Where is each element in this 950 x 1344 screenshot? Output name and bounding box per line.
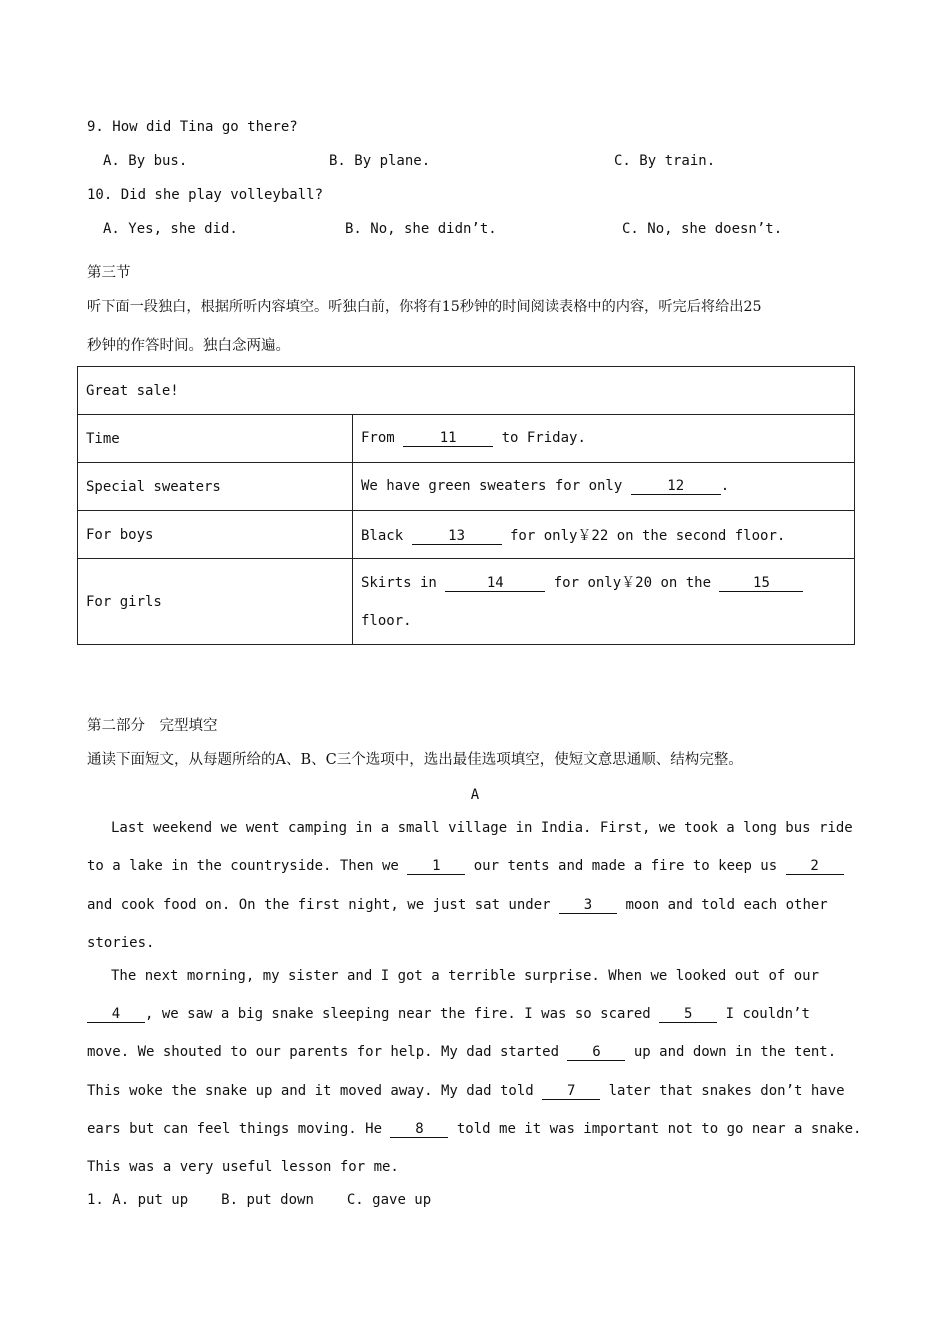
row-text: . [720, 478, 730, 494]
table-row [78, 415, 855, 463]
passage-text: to a lake in the countryside. Then we [87, 858, 408, 874]
passage-text: our tents and made a fire to keep us [465, 858, 786, 874]
blank-5: 5 [659, 1006, 717, 1023]
table-row [78, 511, 855, 559]
blank-7: 7 [542, 1083, 600, 1100]
blank-15: 15 [719, 575, 803, 592]
q10-option-b: B. No, she didn’t. [345, 221, 497, 237]
passage-line: Last weekend we went camping in a small village in India. First, we took a long bus ride [111, 820, 853, 836]
passage-line [87, 857, 844, 875]
passage-text: , we saw a big snake sleeping near the fire. I was so scared [145, 1006, 660, 1022]
blank-1: 1 [407, 858, 465, 875]
row-content [353, 511, 855, 559]
q9-option-b: B. By plane. [329, 153, 431, 169]
passage-text: move. We shouted to our parents for help. My dad started [87, 1044, 568, 1060]
blank-14: 14 [445, 575, 545, 592]
passage-label: A [470, 787, 480, 803]
blank-11: 11 [403, 430, 493, 447]
blank-13: 13 [412, 528, 502, 545]
row-text: From [361, 430, 404, 446]
q10-option-c: C. No, she doesn’t. [622, 221, 783, 237]
passage-line [87, 1043, 836, 1061]
passage-text: ears but can feel things moving. He [87, 1121, 391, 1137]
passage-text: I couldn’t [717, 1006, 810, 1022]
question-10: 10. Did she play volleyball? [87, 187, 324, 203]
section-3-instruction-line-2: 秒钟的作答时间。独白念两遍。 [87, 338, 290, 354]
q10-option-a: A. Yes, she did. [103, 221, 238, 237]
section-3-title: 第三节 [87, 265, 131, 281]
question-9: 9. How did Tina go there? [87, 119, 298, 135]
blank-6: 6 [567, 1044, 625, 1061]
passage-line: stories. [87, 935, 155, 951]
passage-text: moon and told each other [617, 897, 828, 913]
passage-line: This was a very useful lesson for me. [87, 1159, 399, 1175]
row-text: for only￥20 on the [545, 574, 720, 591]
section-3-instruction-line-1: 听下面一段独白，根据所听内容填空。听独白前，你将有15秒钟的时间阅读表格中的内容，听完后将给出25 [87, 299, 762, 315]
passage-line [87, 896, 828, 914]
passage-line [87, 1120, 861, 1138]
row-text: Skirts in [361, 574, 446, 591]
option-c: C. gave up [346, 1192, 432, 1208]
option-b: B. put down [221, 1192, 314, 1208]
passage-line [87, 1005, 810, 1023]
blank-2: 2 [786, 858, 844, 875]
row-text: floor. [361, 612, 412, 629]
passage-text: up and down in the tent. [625, 1044, 837, 1060]
q9-option-a: A. By bus. [103, 153, 188, 169]
row-label: Time [78, 415, 353, 463]
part-2-instruction: 通读下面短文，从每题所给的A、B、C三个选项中，选出最佳选项填空，使短文意思通顺、结构完整。 [87, 752, 743, 768]
passage-line [87, 1082, 845, 1100]
q9-option-c: C. By train. [614, 153, 716, 169]
row-label: Special sweaters [78, 463, 353, 511]
question-number: 1. [87, 1192, 113, 1208]
blank-8: 8 [390, 1121, 448, 1138]
part-2-title: 第二部分 完型填空 [87, 718, 218, 734]
row-label: For girls [78, 559, 353, 645]
row-text: We have green sweaters for only [361, 478, 631, 494]
cloze-question-1 [87, 1191, 431, 1209]
table-header-row [78, 367, 855, 415]
passage-text: and cook food on. On the first night, we just sat under [87, 897, 560, 913]
passage-text: later that snakes don’t have [600, 1083, 845, 1099]
table-header: Great sale! [78, 367, 855, 415]
option-a: A. put up [112, 1192, 189, 1208]
row-content [353, 559, 855, 645]
row-content [353, 463, 855, 511]
passage-text: This woke the snake up and it moved away. My dad told [87, 1083, 543, 1099]
table-row [78, 463, 855, 511]
row-label: For boys [78, 511, 353, 559]
row-content [353, 415, 855, 463]
row-text: for only￥22 on the second floor. [501, 527, 786, 544]
sale-info-table [77, 366, 855, 645]
blank-3: 3 [559, 897, 617, 914]
passage-text: told me it was important not to go near a snake. [448, 1121, 862, 1137]
table-row [78, 559, 855, 645]
blank-4: 4 [87, 1006, 145, 1023]
row-text: to Friday. [493, 430, 586, 446]
blank-12: 12 [631, 478, 721, 495]
passage-line: The next morning, my sister and I got a terrible surprise. When we looked out of our [111, 968, 820, 984]
row-text: Black [361, 527, 412, 544]
